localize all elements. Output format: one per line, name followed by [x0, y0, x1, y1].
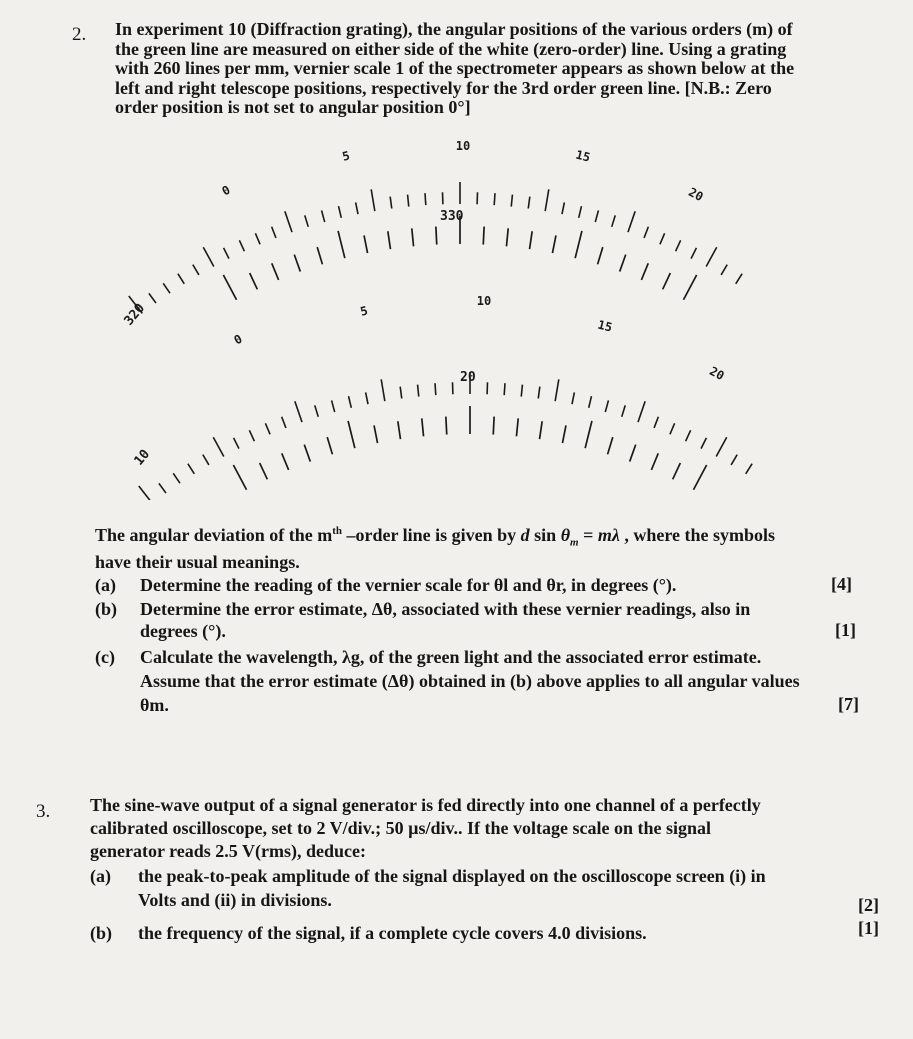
vernier-scale-right: [132, 294, 753, 500]
main-scale-tick: [390, 197, 392, 209]
main-scale-tick: [400, 387, 402, 399]
q3-part-b-label: (b): [90, 923, 112, 943]
q2-part-c-text: Calculate the wavelength, λg, of the green light and the associated error estimate.: [140, 647, 762, 667]
q2-part-c-text: Assume that the error estimate (Δθ) obtained in (b) above applies to all angular values: [140, 671, 800, 691]
main-scale-tick: [716, 437, 726, 456]
q3-intro-line: generator reads 2.5 V(rms), deduce:: [90, 841, 366, 861]
main-scale-tick: [572, 392, 574, 404]
main-scale-tick: [545, 189, 549, 211]
vernier-tick: [608, 437, 613, 454]
main-scale-tick: [425, 193, 426, 205]
vernier-label: 0: [231, 331, 245, 348]
main-scale-tick: [239, 240, 244, 251]
formula-line-2: have their usual meanings.: [95, 552, 300, 572]
vernier-label: 20: [707, 363, 727, 384]
main-scale-tick: [504, 383, 505, 395]
main-scale-tick: [676, 240, 681, 251]
main-scale-tick: [178, 274, 184, 284]
main-scale-tick: [736, 274, 742, 284]
vernier-tick: [575, 231, 582, 258]
main-scale-tick: [224, 248, 229, 259]
vernier-tick: [317, 247, 322, 264]
q3-part-b-text: the frequency of the signal, if a complete cycle covers 4.0 divisions.: [138, 923, 647, 943]
main-scale-tick: [173, 473, 180, 483]
vernier-tick: [562, 425, 565, 443]
vernier-tick: [388, 231, 391, 249]
main-scale-tick: [322, 210, 325, 222]
q3-part-a-text: the peak-to-peak amplitude of the signal displayed on the oscilloscope screen (i) in: [138, 866, 766, 886]
main-scale-tick: [285, 211, 292, 232]
vernier-tick: [693, 465, 706, 490]
question-2-number: 2.: [72, 24, 87, 45]
q2-part-c-label: (c): [95, 647, 115, 667]
main-scale-tick: [538, 387, 540, 399]
main-scale-label: 10: [131, 446, 154, 469]
main-scale-tick: [654, 417, 658, 428]
vernier-tick: [673, 463, 681, 479]
main-scale-tick: [612, 215, 616, 226]
vernier-tick: [422, 418, 424, 436]
main-scale-tick: [305, 215, 309, 226]
main-scale-label: 330: [440, 209, 464, 224]
main-scale-tick: [193, 265, 199, 275]
main-scale-tick: [521, 385, 522, 397]
q3-part-a-label: (a): [90, 866, 111, 886]
vernier-label: 5: [340, 148, 352, 164]
vernier-tick: [436, 227, 437, 245]
vernier-tick: [585, 421, 592, 448]
main-scale-tick: [349, 396, 352, 408]
main-scale-tick: [272, 227, 276, 238]
q2-part-a-label: (a): [95, 575, 116, 595]
q3-part-a-text: Volts and (ii) in divisions.: [138, 890, 332, 910]
q2-part-a-text: Determine the reading of the vernier scale for θl and θr, in degrees (°).: [140, 575, 677, 595]
main-scale-tick: [494, 193, 495, 205]
vernier-tick: [651, 453, 658, 470]
vernier-tick: [338, 231, 345, 258]
vernier-tick: [598, 247, 603, 264]
q2-intro-line: left and right telescope positions, respectively for the 3rd order green line. [N.B.: Zero: [115, 77, 772, 98]
formula-line: The angular deviation of the $m^{th}$ –order line is given by d $\sin \theta_m = m\lambda$ , where the symbols: [95, 525, 776, 549]
main-scale-tick: [356, 202, 358, 214]
vernier-tick: [483, 227, 484, 245]
main-scale-tick: [188, 464, 194, 474]
main-scale-tick: [295, 401, 302, 422]
main-scale-tick: [511, 195, 512, 207]
main-scale-tick: [203, 247, 213, 266]
q3-part-b-marks: [1]: [858, 918, 879, 938]
q2-part-b-text: degrees (°).: [140, 621, 226, 641]
main-scale-tick: [555, 379, 559, 401]
q2-intro-line: with 260 lines per mm, vernier scale 1 of the spectrometer appears as shown below at the: [115, 58, 795, 78]
vernier-tick: [233, 465, 246, 490]
main-scale-tick: [332, 400, 335, 412]
vernier-tick: [630, 445, 636, 462]
q2-part-b-text: Determine the error estimate, Δθ, associated with these vernier readings, also in: [140, 599, 751, 619]
vernier-label: 15: [596, 317, 614, 335]
vernier-scale-figure: [0, 0, 913, 500]
main-scale-tick: [638, 401, 645, 422]
vernier-tick: [294, 255, 300, 272]
main-scale-tick: [562, 202, 564, 214]
main-scale-tick: [670, 423, 675, 434]
main-scale-tick: [366, 392, 368, 404]
q2-part-b-label: (b): [95, 599, 117, 619]
main-scale-tick: [691, 248, 696, 259]
main-scale-tick: [381, 379, 385, 401]
vernier-tick: [412, 228, 414, 246]
main-scale-label: 320: [121, 300, 149, 329]
vernier-label: 10: [476, 294, 492, 308]
main-scale-tick: [213, 437, 223, 456]
q2-part-c-text: θm.: [140, 695, 169, 715]
vernier-tick: [260, 463, 268, 479]
main-scale-tick: [595, 210, 598, 222]
vernier-tick: [620, 255, 626, 272]
q3-intro-line: calibrated oscilloscope, set to 2 V/div.; 50 µs/div.. If the voltage scale on the signal: [90, 818, 712, 838]
q2-intro-line: the green line are measured on either side of the white (zero-order) line. Using a grating: [115, 38, 787, 59]
main-scale-tick: [706, 247, 716, 266]
main-scale-tick: [628, 211, 635, 232]
vernier-tick: [552, 235, 555, 253]
main-scale-tick: [159, 483, 166, 493]
question-3-number: 3.: [36, 801, 51, 822]
vernier-tick: [250, 273, 258, 289]
vernier-tick: [304, 445, 310, 462]
q2-intro-line: order position is not set to angular position 0°]: [115, 97, 471, 117]
main-scale-tick: [408, 195, 409, 207]
vernier-label: 20: [686, 184, 706, 205]
vernier-tick: [516, 418, 518, 436]
vernier-tick: [364, 235, 367, 253]
q3-part-a-marks: [2]: [858, 895, 879, 915]
main-scale-tick: [265, 423, 270, 434]
vernier-scale-left: [122, 139, 743, 329]
main-scale-tick: [249, 430, 254, 441]
main-scale-tick: [149, 293, 156, 303]
main-scale-tick: [203, 455, 209, 465]
vernier-tick: [327, 437, 332, 454]
main-scale-tick: [528, 197, 530, 209]
vernier-tick: [530, 231, 533, 249]
main-scale-tick: [622, 405, 626, 416]
main-scale-tick: [435, 383, 436, 395]
main-scale-tick: [371, 189, 375, 211]
main-scale-tick: [315, 405, 319, 416]
vernier-tick: [540, 421, 543, 439]
main-scale-tick: [686, 430, 691, 441]
main-scale-tick: [721, 265, 727, 275]
q3-intro-line: The sine-wave output of a signal generator is fed directly into one channel of a perfectly: [90, 795, 761, 815]
q2-part-a-marks: [4]: [831, 574, 852, 594]
vernier-tick: [348, 421, 355, 448]
main-scale-tick: [589, 396, 592, 408]
main-scale-tick: [701, 438, 706, 449]
main-scale-tick: [746, 464, 752, 474]
vernier-tick: [374, 425, 377, 443]
vernier-tick: [663, 273, 671, 289]
vernier-tick: [398, 421, 401, 439]
main-scale-tick: [418, 385, 419, 397]
vernier-tick: [506, 228, 508, 246]
vernier-tick: [282, 453, 289, 470]
main-scale-tick: [579, 206, 582, 218]
vernier-tick: [493, 417, 494, 435]
q2-part-b-marks: [1]: [835, 620, 856, 640]
main-scale-tick: [234, 438, 239, 449]
main-scale-tick: [339, 206, 342, 218]
main-scale-tick: [731, 455, 737, 465]
main-scale-tick: [660, 233, 665, 244]
vernier-tick: [272, 263, 279, 280]
vernier-tick: [683, 275, 696, 300]
main-scale-tick: [255, 233, 260, 244]
vernier-label: 5: [358, 303, 370, 319]
q2-intro-line: In experiment 10 (Diffraction grating), the angular positions of the various orders (m) of: [115, 19, 793, 39]
main-scale-tick: [605, 400, 608, 412]
vernier-tick: [223, 275, 236, 300]
main-scale-tick: [163, 283, 170, 293]
vernier-label: 10: [455, 139, 471, 153]
vernier-label: 15: [574, 147, 592, 165]
q2-part-c-marks: [7]: [838, 694, 859, 714]
main-scale-tick: [139, 486, 153, 500]
main-scale-label: 20: [460, 370, 476, 385]
vernier-label: 0: [219, 182, 233, 199]
main-scale-tick: [644, 227, 648, 238]
vernier-tick: [446, 417, 447, 435]
main-scale-tick: [282, 417, 286, 428]
vernier-tick: [641, 263, 648, 280]
